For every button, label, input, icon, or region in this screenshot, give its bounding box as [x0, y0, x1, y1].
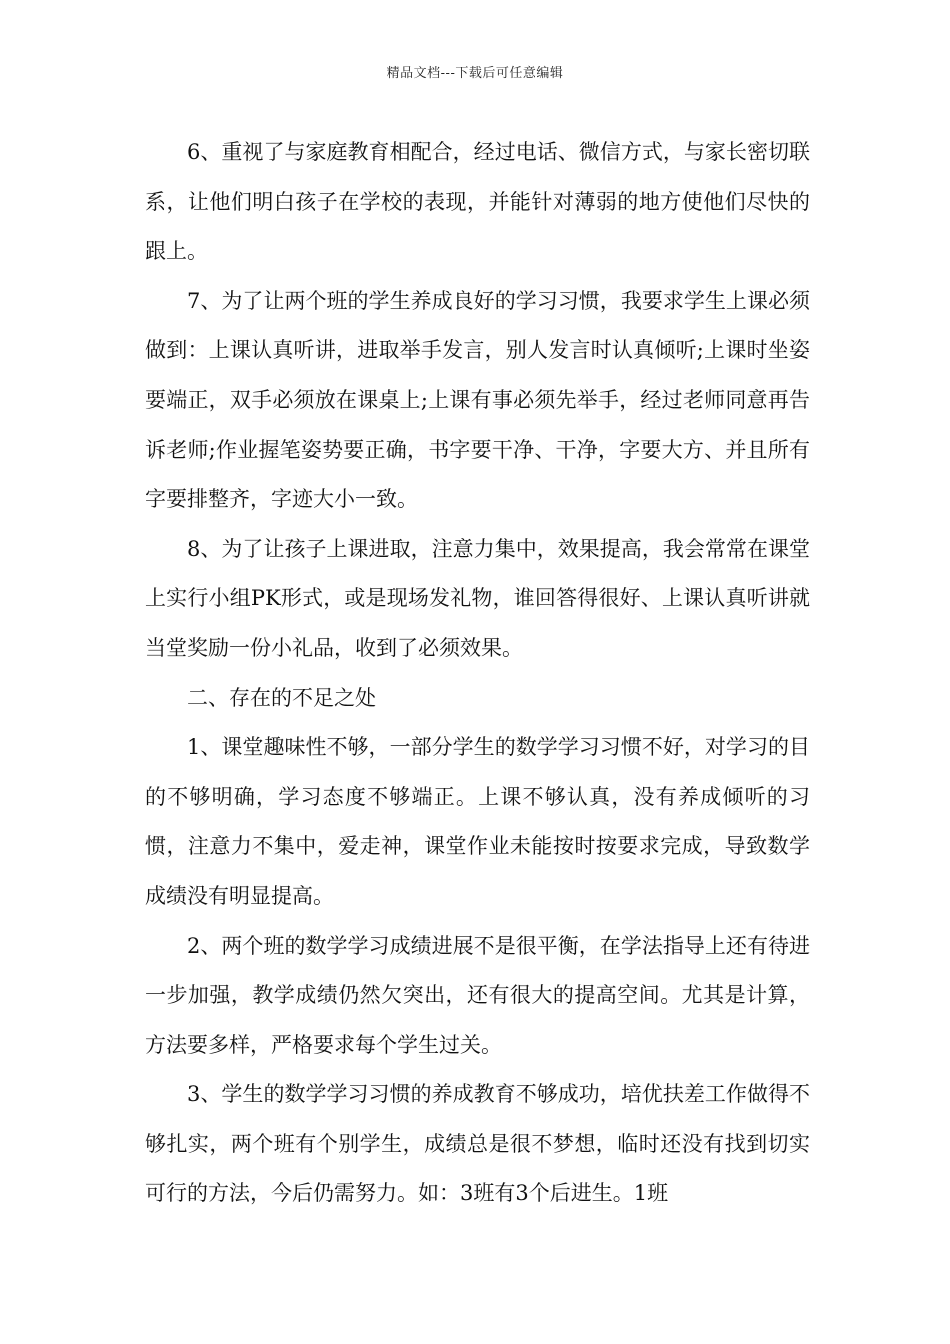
paragraph-item-6: 6、重视了与家庭教育相配合，经过电话、微信方式，与家长密切联系，让他们明白孩子在学校的表现，并能针对薄弱的地方使他们尽快的跟上。	[145, 140, 810, 264]
paragraph-shortcoming-2: 2、两个班的数学学习成绩进展不是很平衡，在学法指导上还有待进一步加强，教学成绩仍然欠突出，还有很大的提高空间。尤其是计算，方法要多样，严格要求每个学生过关。	[145, 933, 810, 1057]
paragraph-shortcoming-1: 1、课堂趣味性不够，一部分学生的数学学习习惯不好，对学习的目的不够明确，学习态度不够端正。上课不够认真，没有养成倾听的习惯，注意力不集中，爱走神，课堂作业未能按时按要求完成，导致数学成绩没有明显提高。	[145, 735, 810, 908]
paragraph-item-8: 8、为了让孩子上课进取，注意力集中，效果提高，我会常常在课堂上实行小组PK形式，或是现场发礼物，谁回答得很好、上课认真听讲就当堂奖励一份小礼品，收到了必须效果。	[145, 536, 810, 660]
paragraph-item-7: 7、为了让两个班的学生养成良好的学习习惯，我要求学生上课必须做到：上课认真听讲，进取举手发言，别人发言时认真倾听;上课时坐姿要端正，双手必须放在课桌上;上课有事必须先举手，经过老师同意再告诉老师;作业握笔姿势要正确，书字要干净、干净，字要大方、并且所有字要排整齐，字迹大小一致。	[145, 288, 810, 512]
paragraph-shortcoming-3: 3、学生的数学学习习惯的养成教育不够成功，培优扶差工作做得不够扎实，两个班有个别学生，成绩总是很不梦想，临时还没有找到切实可行的方法，今后仍需努力。如：3班有3个后进生。1班	[145, 1082, 810, 1206]
section-heading-shortcomings: 二、存在的不足之处	[187, 685, 376, 710]
page-header: 精品文档---下载后可任意编辑	[386, 66, 564, 81]
document-body	[145, 128, 810, 1219]
